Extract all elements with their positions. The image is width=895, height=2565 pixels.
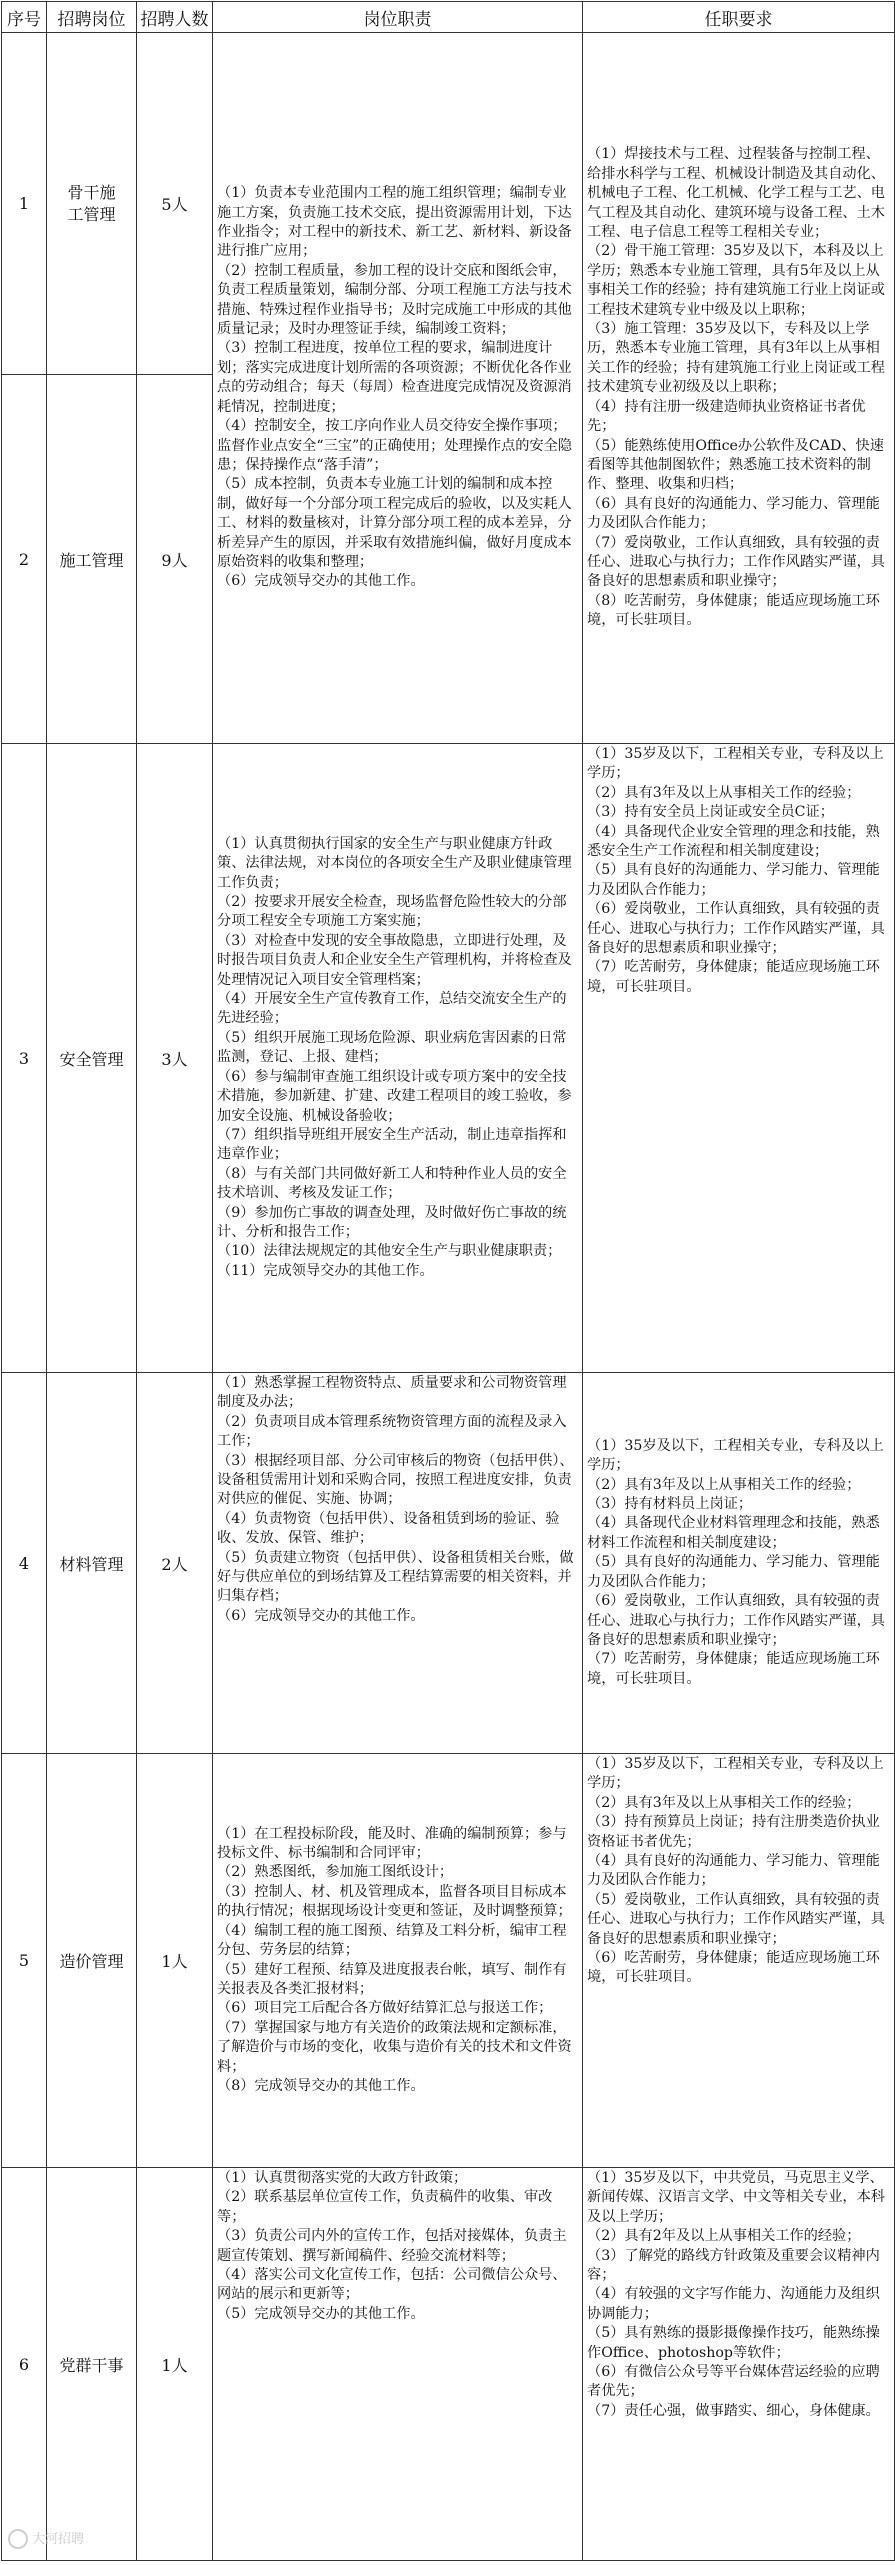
- list-item: （1）焊接技术与工程、过程装备与控制工程、给排水科学与工程、机械设计制造及其自动化、机械电子工程、化工机械、化学工程与工艺、电气工程及其自动化、建筑环境与设备工程、土木工程、电子信息工程等工程相关专业；: [587, 146, 885, 241]
- list-item: （6）爱岗敬业，工作认真细致，具有较强的责任心、进取心与执行力；工作作风踏实严谨，具备良好的思想素质和职业操守；: [587, 1593, 885, 1648]
- row-number: 1: [2, 33, 47, 375]
- row-number: 6: [2, 2168, 47, 2561]
- list-item: （2）具有3年及以上从事相关工作的经验；: [587, 1476, 861, 1493]
- list-item: （5）负责建立物资（包括甲供）、设备租赁相关台账，做好与供应单位的到场结算及工程结算需要的相关资料，并归集存档；: [217, 1549, 574, 1605]
- table-header-row: [2, 2, 895, 33]
- duties-cell: [213, 33, 583, 744]
- list-item: （5）组织开展施工现场危险源、职业病危害因素的日常监测，登记、上报、建档；: [217, 1029, 567, 1066]
- position-text: 骨干施工管理: [67, 182, 116, 224]
- watermark-text: 大河招聘: [32, 2531, 85, 2547]
- position-name: [47, 33, 137, 375]
- table-row: [2, 33, 895, 375]
- requirements-cell: [583, 1754, 895, 2168]
- list-item: （3）控制工程进度，按单位工程的要求，编制进度计划；落实完成进度计划所需的各项资源；不断优化各作业点的劳动组合；每天（每周）检查进度完成情况及资源消耗情况，控制进度；: [217, 340, 572, 415]
- list-item: （2）控制工程质量，参加工程的设计交底和图纸会审，负责工程质量策划，编制分部、分项工程施工方法与技术措施、特殊过程作业指导书；及时完成施工中形成的其他质量记录；及时办理签证手续，编制竣工资料；: [217, 262, 572, 338]
- list-item: （8）完成领导交办的其他工作。: [217, 2077, 425, 2094]
- position-name: 党群干事: [47, 2168, 137, 2561]
- list-item: （2）按要求开展安全检查，现场监督危险性较大的分部分项工程安全专项施工方案实施；: [217, 894, 567, 930]
- list-item: （7）吃苦耐劳，身体健康；能适应现场施工环境，可长驻项目。: [587, 959, 880, 995]
- header-seq: 序号: [2, 2, 47, 33]
- list-item: （9）参加伤亡事故的调查处理，及时做好伤亡事故的统计、分析和报告工作；: [217, 1204, 567, 1240]
- list-item: （5）具有良好的沟通能力、学习能力、管理能力及团队合作能力；: [587, 862, 880, 898]
- headcount: 5人: [137, 33, 213, 375]
- header-requirements: 任职要求: [583, 2, 895, 33]
- list-item: （8）吃苦耐劳，身体健康；能适应现场施工环境，可长驻项目。: [587, 592, 880, 629]
- headcount: 3人: [137, 744, 213, 1373]
- header-count: 招聘人数: [137, 2, 213, 33]
- list-item: （3）根据经项目部、分公司审核后的物资（包括甲供）、设备租赁需用计划和采购合同，按照工程进度安排，负责对供应的催促、实施、协调；: [217, 1452, 574, 1508]
- list-item: （6）爱岗敬业，工作认真细致，具有较强的责任心、进取心与执行力；工作作风踏实严谨，具备良好的思想素质和职业操守；: [587, 901, 885, 957]
- duties-cell: [213, 1373, 583, 1754]
- list-item: （1）在工程投标阶段，能及时、准确的编制预算；参与投标文件、标书编制和合同评审；: [217, 1825, 567, 1862]
- list-item: （2）熟悉图纸，参加施工图纸设计；: [217, 1864, 454, 1881]
- list-item: （4）编制工程的施工图预、结算及工料分析，编审工程分包、劳务层的结算；: [217, 1922, 567, 1959]
- requirements-cell: [583, 33, 895, 744]
- list-item: （8）与有关部门共同做好新工人和特种作业人员的安全技术培训、考核及发证工作；: [217, 1165, 567, 1202]
- list-item: （4）有较强的文字写作能力、沟通能力及组织协调能力；: [587, 2286, 880, 2322]
- list-item: （5）具有熟练的摄影摄像操作技巧，能熟练操作Office、photoshop等软件；: [587, 2325, 880, 2361]
- requirements-cell: [583, 744, 895, 1373]
- list-item: （6）项目完工后配合各方做好结算汇总与报送工作；: [217, 2000, 553, 2017]
- list-item: （4）负责物资（包括甲供）、设备租赁到场的验证、验收、发放、保管、维护；: [217, 1510, 560, 1547]
- list-item: （6）完成领导交办的其他工作。: [217, 573, 425, 590]
- headcount: 1人: [137, 1754, 213, 2168]
- list-item: （5）完成领导交办的其他工作。: [217, 2305, 425, 2322]
- table-row: [2, 1754, 895, 2168]
- list-item: （4）持有注册一级建造师执业资格证书者优先；: [587, 398, 866, 435]
- row-number: 5: [2, 1754, 47, 2168]
- list-item: （3）持有材料员上岗证；: [587, 1496, 753, 1513]
- list-item: （4）具备现代企业安全管理的理念和技能，熟悉安全生产工作流程和相关制度建设；: [587, 823, 880, 860]
- list-item: （1）认真贯彻落实党的大政方针政策；: [217, 2170, 468, 2186]
- list-item: （1）35岁及以下，工程相关专业，专科及以上学历；: [587, 1437, 884, 1474]
- list-item: （3）施工管理：35岁及以下，专科及以上学历，熟悉本专业施工管理，具有3年以上从事相关工作的经验；持有建筑施工行业上岗证或工程技术建筑专业初级及以上职称；: [587, 321, 885, 396]
- list-item: （4）具有良好的沟通能力、学习能力、管理能力及团队合作能力；: [587, 1853, 880, 1889]
- list-item: （1）35岁及以下，中共党员，马克思主义学、新闻传媒、汉语言文学、中文等相关专业，本科及以上学历；: [587, 2170, 885, 2225]
- list-item: （7）爱岗敬业，工作认真细致，具有较强的责任心、进取心与执行力；工作作风踏实严谨，具备良好的思想素质和职业操守；: [587, 534, 885, 590]
- watermark-logo-icon: [8, 2529, 28, 2549]
- table-row: [2, 2168, 895, 2561]
- duties-cell: [213, 2168, 583, 2561]
- list-item: （2）负责项目成本管理系统物资管理方面的流程及录入工作；: [217, 1413, 567, 1450]
- list-item: （5）建好工程预、结算及进度报表台帐，填写、制作有关报表及各类汇报材料；: [217, 1961, 567, 1997]
- watermark: [8, 2528, 84, 2550]
- list-item: （3）持有安全员上岗证或安全员C证；: [587, 804, 834, 821]
- list-item: （7）吃苦耐劳，身体健康；能适应现场施工环境，可长驻项目。: [587, 1651, 880, 1687]
- list-item: （4）落实公司文化宣传工作，包括：公司微信公众号、网站的展示和更新等；: [217, 2267, 567, 2303]
- list-item: （2）骨干施工管理：35岁及以下，本科及以上学历；熟悉本专业施工管理，具有5年及以上从事相关工作的经验；持有建筑施工行业上岗证或工程技术建筑专业中级及以上职称；: [587, 243, 885, 318]
- header-duties: 岗位职责: [213, 2, 583, 33]
- headcount: 9人: [137, 375, 213, 744]
- position-name: 施工管理: [47, 375, 137, 744]
- list-item: （1）认真贯彻执行国家的安全生产与职业健康方针政策、法律法规，对本岗位的各项安全生产及职业健康管理工作负责；: [217, 835, 572, 891]
- list-item: （4）具备现代企业材料管理理念和技能，熟悉材料工作流程和相关制度建设；: [587, 1515, 880, 1551]
- headcount: 1人: [137, 2168, 213, 2561]
- list-item: （6）具有良好的沟通能力、学习能力、管理能力及团队合作能力；: [587, 495, 880, 532]
- row-number: 3: [2, 744, 47, 1373]
- list-item: （2）具有3年及以上从事相关工作的经验；: [587, 784, 861, 801]
- list-item: （6）完成领导交办的其他工作。: [217, 1607, 425, 1624]
- list-item: （2）具有2年及以上从事相关工作的经验；: [587, 2228, 861, 2245]
- table-row: [2, 1373, 895, 1754]
- list-item: （5）成本控制，负责本专业施工计划的编制和成本控制，做好每一个分部分项工程完成后的验收，以及实耗人工、材料的数量核对，计算分部分项工程的成本差异，分析差异产生的原因，并采取有效措施纠偏，做好月度成本原始资料的收集和整理；: [217, 476, 572, 570]
- list-item: （5）能熟练使用Office办公软件及CAD、快速看图等其他制图软件；熟悉施工技术资料的制作、整理、收集和归档；: [587, 437, 884, 493]
- position-name: 材料管理: [47, 1373, 137, 1754]
- duties-cell: [213, 1754, 583, 2168]
- list-item: （3）持有预算员上岗证；持有注册类造价执业资格证书者优先；: [587, 1814, 880, 1850]
- list-item: （5）爱岗敬业，工作认真细致，具有较强的责任心、进取心与执行力；工作作风踏实严谨，具备良好的思想素质和职业操守；: [587, 1891, 885, 1947]
- list-item: （7）组织指导班组开展安全生产活动，制止违章指挥和违章作业；: [217, 1126, 567, 1163]
- list-item: （7）掌握国家与地方有关造价的政策法规和定额标准，了解造价与市场的变化，收集与造价有关的技术和文件资料；: [217, 2019, 572, 2075]
- list-item: （3）了解党的路线方针政策及重要会议精神内容；: [587, 2247, 880, 2284]
- header-position: 招聘岗位: [47, 2, 137, 33]
- list-item: （7）责任心强，做事踏实、细心，身体健康。: [587, 2402, 880, 2419]
- list-item: （6）有微信公众号等平台媒体营运经验的应聘者优先；: [587, 2364, 880, 2400]
- requirements-cell: [583, 2168, 895, 2561]
- list-item: （4）开展安全生产宣传教育工作，总结交流安全生产的先进经验；: [217, 991, 567, 1027]
- list-item: （3）控制人、材、机及管理成本，监督各项目目标成本的执行情况；根据现场设计变更和签证，及时调整预算；: [217, 1883, 572, 1920]
- requirements-cell: [583, 1373, 895, 1754]
- recruitment-table: [1, 1, 895, 2561]
- list-item: （11）完成领导交办的其他工作。: [217, 1262, 434, 1279]
- headcount: 2人: [137, 1373, 213, 1754]
- list-item: （1）35岁及以下，工程相关专业，专科及以上学历；: [587, 746, 884, 782]
- row-number: 4: [2, 1373, 47, 1754]
- list-item: （4）控制安全，按工序向作业人员交待安全操作事项；监督作业点安全“三宝”的正确使用；处理操作点的安全隐患；保持操作点“落手清”；: [217, 418, 573, 473]
- position-name: 造价管理: [47, 1754, 137, 2168]
- list-item: （1）负责本专业范围内工程的施工组织管理；编制专业施工方案，负责施工技术交底，提出资源需用计划，下达作业指令；对工程中的新技术、新工艺、新材料、新设备进行推广应用；: [217, 185, 572, 260]
- list-item: （6）吃苦耐劳，身体健康；能适应现场施工环境，可长驻项目。: [587, 1950, 880, 1986]
- list-item: （1）熟悉掌握工程物资特点、质量要求和公司物资管理制度及办法；: [217, 1375, 567, 1411]
- list-item: （5）具有良好的沟通能力、学习能力、管理能力及团队合作能力；: [587, 1554, 880, 1590]
- list-item: （1）35岁及以下，工程相关专业，专科及以上学历；: [587, 1756, 884, 1792]
- table-row: [2, 744, 895, 1373]
- list-item: （2）具有3年及以上从事相关工作的经验；: [587, 1794, 861, 1811]
- list-item: （2）联系基层单位宣传工作，负责稿件的收集、审改等；: [217, 2189, 553, 2225]
- list-item: （3）对检查中发现的安全事故隐患，立即进行处理，及时报告项目负责人和企业安全生产管理机构，并将检查及处理情况记入项目安全管理档案；: [217, 932, 572, 988]
- list-item: （3）负责公司内外的宣传工作，包括对接媒体，负责主题宣传策划、撰写新闻稿件、经验交流材料等；: [217, 2228, 567, 2264]
- list-item: （10）法律法规规定的其他安全生产与职业健康职责；: [217, 1243, 562, 1260]
- duties-cell: [213, 744, 583, 1373]
- row-number: 2: [2, 375, 47, 744]
- list-item: （6）参与编制审查施工组织设计或专项方案中的安全技术措施，参加新建、扩建、改建工程项目的竣工验收，参加安全设施、机械设备验收；: [217, 1068, 572, 1124]
- position-name: 安全管理: [47, 744, 137, 1373]
